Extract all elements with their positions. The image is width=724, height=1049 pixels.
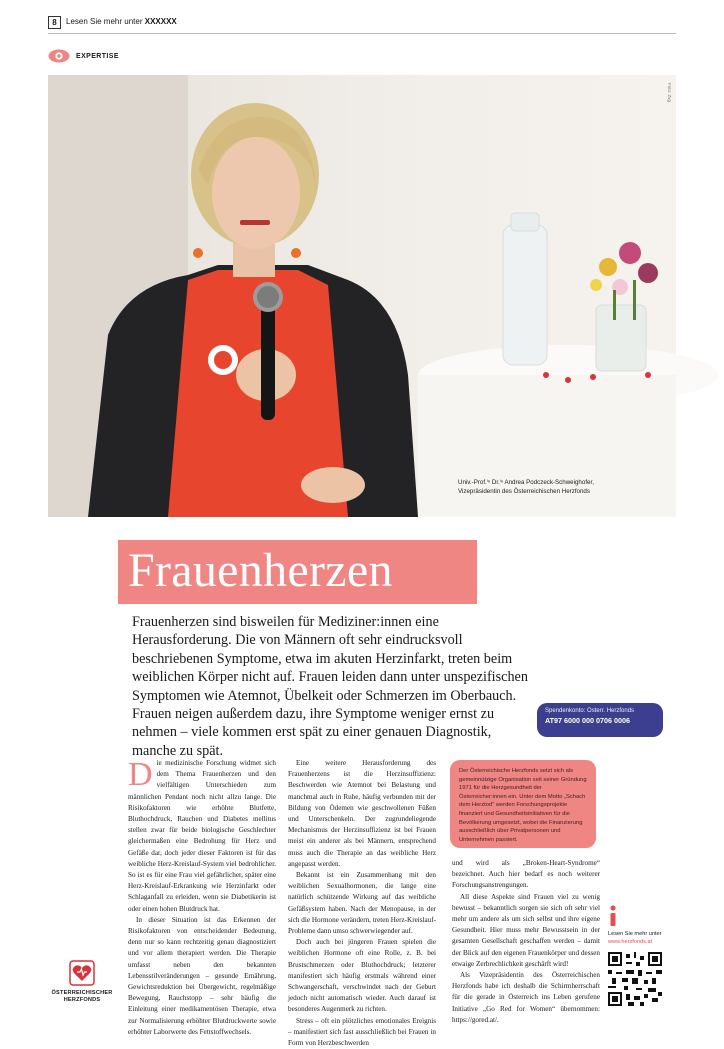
paragraph-text: ie medizinische Forschung widmet sich dem Thema Frauenherzen und den vielfältigen Unterschieden zum männlichen Pendant noch nicht allzu lange. Die Risikofaktoren wie erhöhte Blutfette, Bluthochdruck, Rauchen und Diabetes mellitus stellen zwar für beide biologische Geschlechter gleichermaßen eine Bedrohung für Herz und Gefäße dar, doch jeder dieser Faktoren ist für das weibliche Herz-Kreislauf-System viel bedrohlicher. So ist es für eine Frau viel gefährlicher, später eine Herz-Kreislauf-Erkrankung wie Herzinfarkt oder Schlaganfall zu erleiden, wenn sie Diabetikerin ist oder einen hohen Blutdruck hat. bbox=[128, 759, 276, 913]
paragraph: Doch auch bei jüngeren Frauen spielen die weiblichen Hormone oft eine Rolle, z. B. bei Brustschmerzen oder Bluthochdruck; letzterer manifestiert sich häufig erstmals während einer Schwangerschaft, verschwindet nach der Geburt jedoch nicht automatisch wieder. Auch darauf ist besonderes Augenmerk zu richten. bbox=[288, 938, 436, 1014]
heart-logo-icon bbox=[69, 960, 95, 986]
donation-label: Spendenkonto: Österr. Herzfonds bbox=[545, 708, 635, 714]
read-more-sidebar bbox=[608, 905, 676, 1006]
herzfonds-infobox: Der Österreichische Herzfonds setzt sich als gemeinnützige Organisation seit seiner Gründung 1971 für die Herzgesundheit der Österreicher:innen ein. Unter dem Motto „Schach dem Herztod“ werden Forschungsprojekte finanziert und Gesundheitsinitiativen für die Bevölkerung umgesetzt, wobei die Finanzierung ausschließlich über Privatpersonen und Unternehmen passiert. bbox=[450, 760, 596, 848]
paragraph: Bekannt ist ein Zusammenhang mit den weiblichen Sexualhormonen, die lange eine natürlich schützende Wirkung auf das weibliche Gefäßsystem haben. Nach der Menopause, in der sich die Hormone verändern, treten Herz-Kreislauf-Probleme dann umso schwerwiegender auf. bbox=[288, 871, 436, 936]
sidebar-link[interactable]: www.herzfonds.at bbox=[608, 938, 653, 945]
page-number: 8 bbox=[48, 16, 61, 29]
qr-code-icon[interactable] bbox=[608, 952, 662, 1006]
paragraph: Als Vizepräsidentin des Österreichischen Herzfonds habe ich deshalb die Schirmherrschaft für die gerade in Österreich ins Leben gerufene Initiative „Go Red for Women“ übernommen: https://gored.at/. bbox=[452, 971, 600, 1024]
headline-box bbox=[118, 540, 477, 604]
header-prefix: Lesen Sie mehr unter bbox=[66, 17, 143, 26]
article-headline: Frauenherzen bbox=[128, 544, 393, 597]
paragraph: Eine weitere Herausforderung des Frauenherzens ist die Herzinsuffizienz: Beschwerden wie Atemnot bei Belastung und manchmal auch in Ruhe, häufig verbunden mit der Bildung von Ödemen wie geschwollenen Füßen und Unterschenkeln. Der zugrundeliegende Mechanismus der Herzinsuffizienz ist bei Frauen meist ein anderer als bei Männern, entsprechend muss auch die Therapie an das weibliche Herz angepasst werden. bbox=[288, 759, 436, 868]
page-header bbox=[48, 14, 676, 34]
herzfonds-logo bbox=[48, 960, 116, 1004]
eye-icon bbox=[48, 49, 70, 63]
logo-line-2: HERZFONDS bbox=[63, 997, 101, 1003]
paragraph: All diese Aspekte sind Frauen viel zu wenig bewusst – bekanntlich sorgen sie sich oft sehr viel mehr um andere als um sich selbst und ihre eigene Gesundheit. Hier muss mehr Bewusstsein in der gesamten Gesellschaft geschaffen werden – damit der Blick auf den eigenen Frauenkörper und dessen etwaige Zerbrechlichkeit geschärft wird! bbox=[452, 892, 600, 968]
dropcap: D bbox=[128, 756, 153, 793]
paragraph: Stress – oft ein plötzliches emotionales Ereignis – manifestiert sich fast ausschließlich bei Frauen in Form von Herzbeschwerden bbox=[288, 1016, 436, 1048]
section-label: EXPERTISE bbox=[76, 52, 119, 60]
donation-box bbox=[537, 703, 663, 737]
caption-line-2: Vizepräsidentin des Österreichischen Herzfonds bbox=[458, 487, 590, 495]
donation-iban: AT97 6000 000 0706 0006 bbox=[545, 716, 630, 725]
info-icon bbox=[608, 905, 618, 927]
sidebar-label: Lesen Sie mehr unter bbox=[608, 931, 662, 937]
article-column-2 bbox=[288, 758, 436, 1049]
photo-caption bbox=[458, 479, 594, 497]
portrait-illustration bbox=[48, 75, 676, 517]
section-tag bbox=[48, 48, 119, 64]
header-link[interactable]: XXXXXX bbox=[144, 17, 177, 26]
paragraph: und wird als „Broken-Heart-Syndrome“ bezeichnet. Auch hier bedarf es noch weiterer Forschungsanstrengungen. bbox=[452, 859, 600, 890]
header-text bbox=[66, 17, 177, 26]
article-column-1 bbox=[128, 758, 276, 1038]
article-column-3 bbox=[452, 858, 600, 1026]
logo-line-1: ÖSTERREICHISCHER bbox=[51, 990, 113, 996]
paragraph: In dieser Situation ist das Erkennen der Risikofaktoren von entscheidender Bedeutung, denn nur so kann rechtzeitig genau diagnostiziert und vor allem therapiert werden. Die Therapie umfasst neben den bekannten Lebensstilveränderungen – gesunde Ernährung, Gewichtsreduktion bei Übergewicht, regelmäßige Bewegung, Rauchstopp – sehr häufig die Einleitung einer medikamentösen Therapie, etwa zur Normalisierung erhöhter Blutdruckwerte sowie erhöhter Laborwerte des Fettstoffwechsels. bbox=[128, 915, 276, 1036]
paragraph bbox=[128, 758, 276, 915]
portrait-photo bbox=[48, 75, 676, 517]
caption-line-1: Univ.-Prof.ⁱⁿ Dr.ⁱⁿ Andrea Podczeck-Schweighofer, bbox=[458, 479, 594, 486]
photo-credit: Foto: Zvg bbox=[667, 83, 672, 103]
article-lead: Frauenherzen sind bisweilen für Mediziner:innen eine Herausforderung. Die von Männern oft sehr eindrucksvoll beschriebenen Symptome, etwa im akuten Herzinfarkt, treten beim weiblichen Körper nicht auf. Frauen leiden dann unter unspezifischen Symptomen wie Atemnot, Übelkeit oder Schmerzen im Oberbauch. Frauen neigen außerdem dazu, ihre Symptome weniger ernst zu nehmen – viele kommen erst spät zu einer genauen Diagnostik, manche zu spät. bbox=[132, 614, 528, 759]
